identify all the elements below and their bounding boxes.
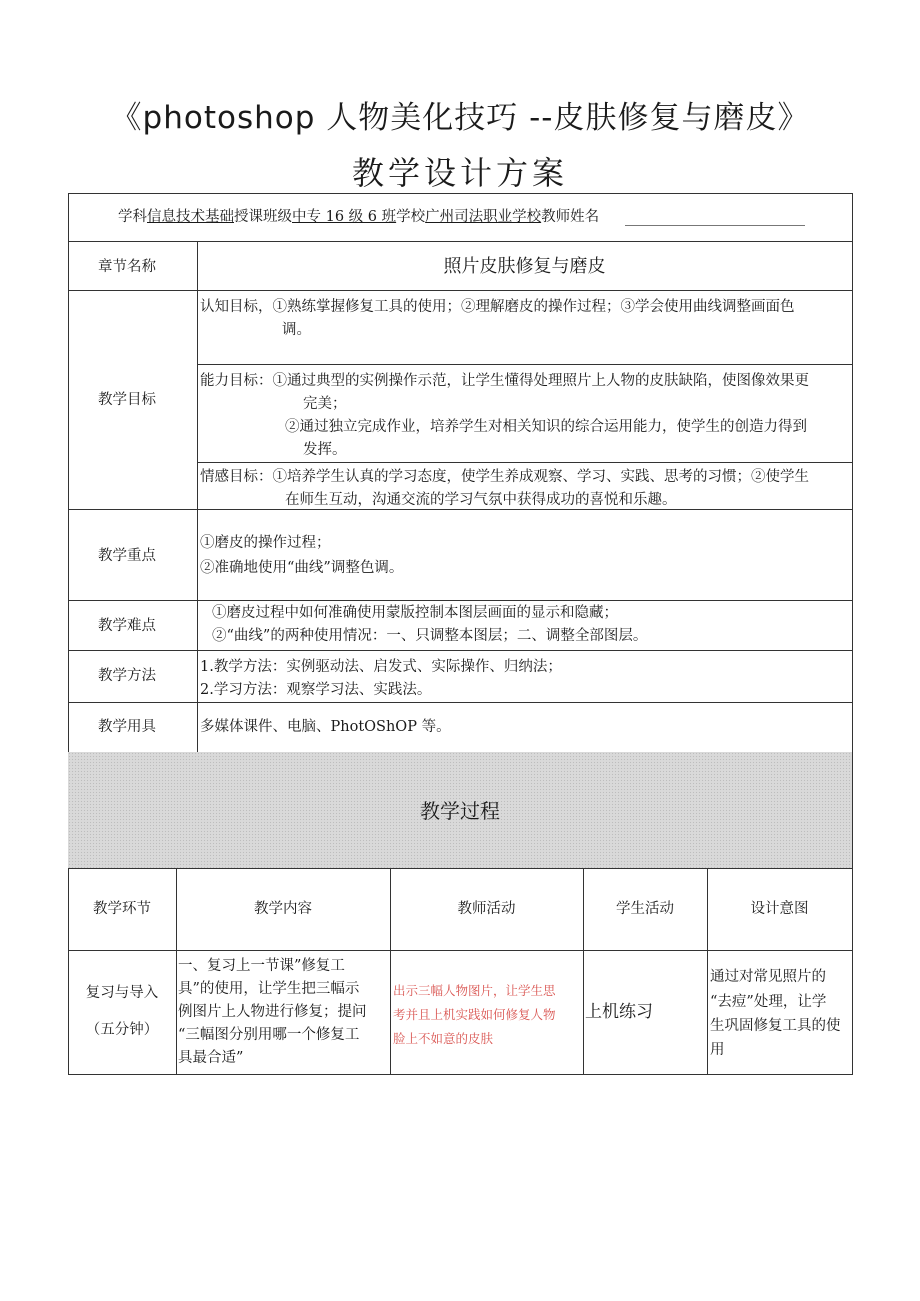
cognitive-line-2: 调。 [282, 322, 311, 338]
column-header-stage: 教学环节 [93, 901, 151, 917]
content-line: 具”的使用，让学生把三幅示 [178, 981, 360, 997]
chapter-value: 照片皮肤修复与磨皮 [443, 256, 606, 277]
school-label: 学校 [396, 209, 426, 225]
intent-line: 生巩固修复工具的使 [710, 1018, 841, 1034]
ability-line-4: 发挥。 [303, 442, 347, 458]
key-point-2: ②准确地使用“曲线”调整色调。 [200, 560, 404, 576]
affective-line-2: 在师生互动，沟通交流的学习气氛中获得成功的喜悦和乐趣。 [285, 492, 677, 508]
teacher-activity-line: 出示三幅人物图片，让学生思 [393, 983, 556, 998]
difficulty-2: ②“曲线”的两种使用情况：一、只调整本图层；二、调整全部图层。 [212, 628, 648, 644]
content-line: 一、复习上一节课”修复工 [178, 958, 345, 974]
stage-duration: （五分钟） [85, 1022, 159, 1038]
column-header-content: 教学内容 [254, 901, 312, 917]
class-value: 中专 16 级 6 班 [292, 209, 397, 225]
ability-line-1: 能力目标：①通过典型的实例操作示范，让学生懂得处理照片上人物的皮肤缺陷，使图像效果更 [200, 373, 809, 389]
info-row [118, 206, 599, 229]
teacher-activity-line: 考并且上机实践如何修复人物 [393, 1007, 556, 1022]
teacher-name-blank [625, 225, 805, 226]
teacher-label: 教师姓名 [541, 209, 600, 225]
subject-label: 学科 [118, 209, 147, 225]
ability-line-2: 完美； [303, 396, 347, 412]
content-line: “三幅图分别用哪一个修复工 [178, 1027, 360, 1043]
class-label: 授课班级 [234, 209, 292, 225]
tools-value: 多媒体课件、电脑、PhotOShOP 等。 [200, 719, 451, 735]
column-header-teacher: 教师活动 [457, 901, 516, 917]
methods-label: 教学方法 [98, 668, 156, 684]
column-header-student: 学生活动 [616, 901, 674, 917]
content-line: 例图片上人物进行修复；提问 [178, 1004, 367, 1020]
key-point-1: ①磨皮的操作过程； [200, 535, 331, 551]
content-line: 具最合适” [178, 1050, 244, 1066]
method-1: 1.教学方法：实例驱动法、启发式、实际操作、归纳法； [200, 659, 562, 675]
stage-name: 复习与导入 [85, 985, 159, 1001]
tools-label: 教学用具 [98, 719, 156, 735]
teacher-activity-line: 脸上不如意的皮肤 [393, 1031, 494, 1046]
cognitive-line-1: 认知目标，①熟练掌握修复工具的使用；②理解磨皮的操作过程；③学会使用曲线调整画面色 [200, 299, 795, 315]
student-activity: 上机练习 [585, 1002, 653, 1022]
process-header: 教学过程 [420, 799, 500, 823]
affective-line-1: 情感目标：①培养学生认真的学习态度，使学生养成观察、学习、实践、思考的习惯；②使学生 [200, 469, 809, 485]
method-2: 2.学习方法：观察学习法、实践法。 [200, 682, 432, 698]
ability-line-3: ②通过独立完成作业，培养学生对相关知识的综合运用能力，使学生的创造力得到 [285, 419, 807, 435]
difficulty-1: ①磨皮过程中如何准确使用蒙版控制本图层画面的显示和隐藏； [212, 605, 618, 621]
key-points-label: 教学重点 [98, 548, 156, 564]
document-title: 《photoshop 人物美化技巧 --皮肤修复与磨皮》 [110, 100, 810, 136]
difficulties-label: 教学难点 [98, 618, 156, 634]
document-subtitle: 教学设计方案 [351, 154, 568, 192]
intent-line: 用 [710, 1042, 725, 1058]
intent-line: “去痘”处理，让学 [710, 994, 827, 1010]
chapter-label: 章节名称 [98, 259, 156, 275]
school-value: 广州司法职业学校 [425, 209, 542, 225]
objectives-label: 教学目标 [98, 392, 156, 408]
column-header-intent: 设计意图 [750, 901, 809, 917]
intent-line: 通过对常见照片的 [710, 969, 826, 985]
subject-value: 信息技术基础 [147, 209, 234, 225]
